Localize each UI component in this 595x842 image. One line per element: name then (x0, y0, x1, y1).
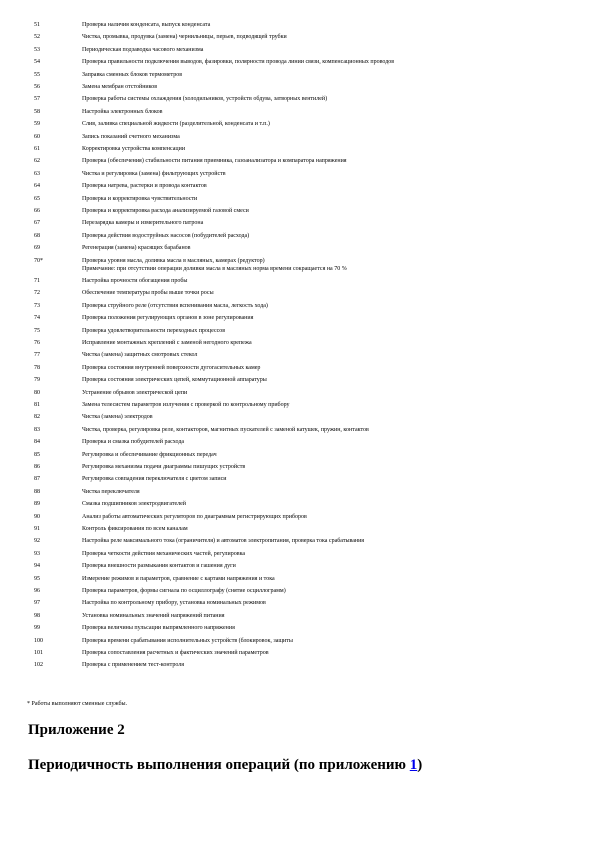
operation-text: Корректировка устройства компенсации (82, 146, 186, 152)
operation-number: 66 (34, 208, 40, 214)
operation-text: Проверка правильности подключения выводов, фазировки, полярности провода линии связи, компенсационных проводов (82, 59, 395, 66)
operation-number: 69 (34, 245, 40, 252)
operation-number: 64 (34, 183, 40, 190)
operation-number: 76 (34, 339, 40, 346)
operation-number: 95 (34, 575, 40, 582)
operation-number: 102 (34, 662, 43, 669)
operation-number: 60 (34, 133, 40, 140)
operation-number: 77 (34, 352, 40, 359)
operation-text: Замена мембран отстойников (82, 84, 158, 90)
operation-text: Настройка электронных блоков (82, 108, 163, 115)
operation-text: Настройка реле максимального тока (ограничителя) и автоматов электропитания, проверка тока срабатывания (82, 538, 365, 545)
operation-text: Проверка действия водоструйных насосов (побудителей расхода) (82, 232, 250, 239)
operation-number: 94 (34, 563, 40, 570)
operation-text: Проверка параметров, формы сигнала по осциллографу (снятие осциллограмм) (82, 587, 286, 594)
operation-text: Устранение обрывов электрической цепи (82, 389, 188, 396)
operation-text: Проверка сопоставления расчетных и фактических значений параметров (82, 649, 269, 656)
operation-number: 54 (34, 59, 40, 66)
operation-text: Регенерация (замена) красящих барабанов (82, 245, 191, 252)
operation-text: Чистка, промывка, продувка (замена) чернильницы, перьев, подводящей трубки (82, 34, 287, 41)
operation-number: 67 (34, 220, 40, 227)
operation-number: 91 (34, 525, 40, 532)
subtitle-text: Периодичность выполнения операций (по приложению (28, 757, 410, 773)
appendix-subtitle (28, 757, 422, 774)
operation-text: Перезарядка камеры и измерительного патрона (82, 220, 204, 227)
operation-number: 98 (34, 612, 40, 619)
operation-text: Примечание: при отсутствии операции доливки масла в масляных норма времени сокращается на 70 % (82, 265, 347, 272)
operation-number: 52 (34, 34, 40, 41)
operation-number: 88 (34, 488, 40, 495)
operation-number: 80 (34, 389, 40, 396)
operation-text: Запись показаний счетного механизма (82, 133, 180, 140)
operation-number: 93 (34, 550, 40, 557)
operation-number: 96 (34, 587, 40, 594)
operation-number: 53 (34, 46, 40, 53)
operation-number: 89 (34, 501, 40, 508)
operation-number: 85 (34, 451, 40, 458)
operation-number: 92 (34, 538, 40, 545)
appendix-title: Приложение 2 (28, 722, 125, 738)
operation-text: Замена телесистем параметров излучения с проверкой по контрольному прибору (82, 401, 290, 408)
operation-text: Проверка и корректировка чувствительности (82, 195, 198, 202)
operation-text: Контроль фиксирования по всем каналам (82, 525, 188, 532)
operation-number: 99 (34, 625, 40, 632)
operation-text: Проверка уровня масла, доливка масла в масляных, камерах (редуктор) (82, 257, 265, 264)
operation-text: Чистка (замена) электродов (82, 414, 153, 421)
operation-text: Проверка с применением тест-контроля (82, 662, 184, 669)
operation-text: Чистка (замена) защитных смотровых стекол (82, 352, 198, 359)
operation-number: 51 (34, 22, 40, 28)
operation-text: Периодическая подзаводка часового механизма (82, 46, 204, 53)
operation-text: Регулировка и обеспечивание фрикционных передач (82, 451, 217, 458)
footnote: * Работы выполняют сменные службы. (27, 701, 128, 707)
operation-number: 58 (34, 108, 40, 115)
operation-text: Проверка положения регулирующих органов в зоне регулирования (82, 315, 254, 322)
operation-number: 61 (34, 146, 40, 152)
operation-number: 74 (34, 315, 40, 322)
operation-text: Заправка сменных блоков термометров (82, 71, 183, 78)
operation-text: Проверка работы системы охлаждения (холодильников, устройств обдува, затворных вентилей) (82, 96, 328, 103)
operation-text: Установка номинальных значений напряжений питания (82, 612, 225, 619)
operation-number: 97 (34, 600, 40, 607)
operation-number: 87 (34, 476, 40, 483)
operation-number: 55 (34, 71, 40, 78)
operation-number: 59 (34, 121, 40, 128)
operation-text: Смазка подшипников электродвигателей (82, 501, 186, 508)
operation-text: Проверка времени срабатывания исполнительных устройств (блокировок, защиты (82, 637, 293, 644)
operation-text: Настройка прочности обогащения пробы (82, 277, 188, 284)
operation-text: Проверка наличия конденсата, выпуск конденсата (82, 22, 211, 28)
operation-text: Проверка внешности размыкания контактов и гашения дуги (82, 563, 236, 570)
operation-text: Чистка и регулировка (замена) фильтрующих устройств (82, 170, 226, 177)
appendix-1-link[interactable]: 1 (409, 757, 418, 773)
operation-number: 62 (34, 158, 40, 165)
operation-number: 100 (34, 637, 43, 644)
operation-text: Обеспечение температуры пробы выше точки росы (82, 290, 214, 297)
operation-number: 63 (34, 170, 40, 177)
operation-text: Чистка, проверка, регулировка реле, контакторов, магнитных пускателей с заменой катушек, пружин, контактов (82, 426, 369, 433)
operation-text: Проверка четкости действия механических частей, регулировка (82, 550, 246, 557)
subtitle-suffix: ) (417, 757, 423, 773)
operation-text: Чистка переключателя (82, 488, 140, 495)
operation-text: Исправление монтажных креплений с заменой негодного крепежа (82, 339, 252, 346)
operation-number: 86 (34, 463, 40, 470)
operation-text: Измерение режимов и параметров, сравнение с картами напряжения и тока (82, 575, 275, 582)
operation-number: 73 (34, 302, 40, 309)
operation-text: Проверка и корректировка расхода анализируемой газовой смеси (82, 208, 249, 214)
operation-number: 83 (34, 426, 40, 433)
operation-text: Настройка по контрольному прибору, установка номинальных режимов (82, 600, 266, 607)
operation-text: Регулировка механизма подачи диаграммы пишущих устройств (82, 463, 246, 470)
operation-text: Проверка состояния электрических цепей, коммутационной аппаратуры (82, 377, 267, 384)
operation-number: 84 (34, 439, 40, 446)
operation-number: 57 (34, 96, 40, 103)
operation-number: 90 (34, 513, 40, 520)
operation-number: 71 (34, 277, 40, 284)
operation-number: 56 (34, 84, 40, 90)
operation-text: Проверка (обеспечения) стабильности питания приемника, газоанализатора и компаратора напряжения (82, 158, 347, 165)
operation-number: 78 (34, 364, 40, 371)
operation-number: 68 (34, 232, 40, 239)
operation-number: 81 (34, 401, 40, 408)
operation-text: Проверка состояния внутренней поверхности дугогасительных камер (82, 364, 261, 371)
operation-text: Проверка удовлетворительности переходных процессов (82, 327, 226, 334)
operation-text: Проверка струйного реле (отсутствия вспенивания масла, легкость хода) (82, 302, 268, 309)
operation-number: 101 (34, 649, 43, 656)
operation-text: Анализ работы автоматических регуляторов по диаграммам регистрирующих приборов (82, 513, 307, 520)
operation-number: 82 (34, 414, 40, 421)
operation-text: Проверка натрева, растерки и провода контактов (82, 183, 207, 190)
operation-number: 79 (34, 377, 40, 384)
operation-text: Проверка величины пульсации выпрямленного напряжения (82, 625, 235, 632)
operation-number: 70* (34, 257, 43, 264)
operation-number: 75 (34, 327, 40, 334)
operation-number: 65 (34, 195, 40, 202)
operation-text: Слив, заливка специальной жидкости (разделительной, конденсата и т.п.) (82, 121, 270, 128)
operation-number: 72 (34, 290, 40, 297)
operation-text: Проверка и смазка побудителей расхода (82, 439, 185, 446)
operation-text: Регулировка совпадения переключателя с цветом записи (82, 476, 227, 483)
